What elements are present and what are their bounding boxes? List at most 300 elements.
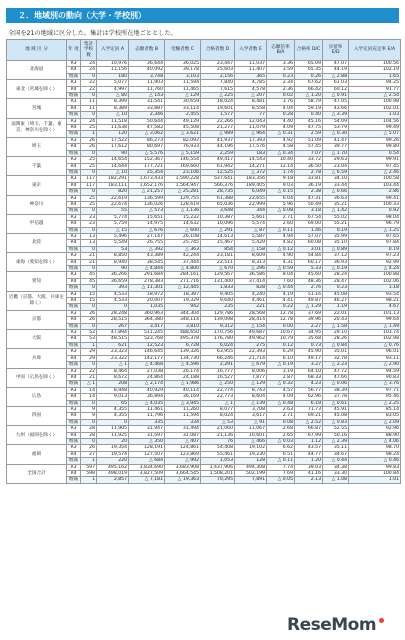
value-cell: △ 129 [235, 381, 267, 387]
value-cell: 43.57 [295, 445, 323, 451]
value-cell: 0 [81, 438, 97, 444]
year-cell: R3 [67, 349, 81, 355]
value-cell: 14 [81, 387, 97, 393]
value-cell: 98.04 [349, 214, 401, 220]
value-cell: 37.12 [323, 253, 349, 259]
value-cell: 25 [81, 201, 97, 207]
year-cell: R4 [67, 298, 81, 304]
value-cell: 8,481 [235, 99, 267, 105]
value-cell: △ 143 [129, 93, 165, 99]
value-cell: △ 3,945 [165, 400, 201, 406]
value-cell: △ 0.44 [323, 458, 349, 464]
value-cell: 8,006 [235, 368, 267, 374]
value-cell: △ 670 [201, 266, 235, 272]
value-cell: 8,024 [201, 413, 235, 419]
value-cell: 183,356 [235, 176, 267, 182]
year-cell: R4 [67, 125, 81, 131]
value-cell: △ 4,596 [165, 362, 201, 368]
year-cell: R3 [67, 137, 81, 143]
value-cell: 33.72 [295, 157, 323, 163]
value-cell: 92.99 [349, 259, 401, 265]
value-cell: 98.24 [349, 451, 401, 457]
value-cell: 20 [97, 438, 129, 444]
value-cell: △ 80 [97, 93, 129, 99]
value-cell: 65.09 [295, 61, 323, 67]
value-cell: 52 [81, 330, 97, 336]
region-name-cell: 愛知 [7, 272, 67, 291]
year-cell: R4 [67, 259, 81, 265]
value-cell: 60.17 [295, 259, 323, 265]
table-row [7, 477, 401, 483]
region-name-cell: 宮城 [7, 99, 67, 118]
year-cell: R3 [67, 99, 81, 105]
value-cell: △ 296 [235, 266, 267, 272]
value-cell: 6.62 [267, 445, 295, 451]
value-cell: 49,417 [201, 157, 235, 163]
value-cell: 22,393 [235, 349, 267, 355]
value-cell: 2.13 [295, 477, 323, 483]
column-header: 入学定員 A [97, 40, 129, 61]
value-cell: 182,291 [97, 176, 129, 182]
year-cell: R4 [67, 355, 81, 361]
value-cell: 23 [81, 214, 97, 220]
value-cell: 129,786 [201, 310, 235, 316]
value-cell: 36,659 [97, 278, 129, 284]
value-cell: 28,515 [97, 317, 129, 323]
value-cell: 45.91 [323, 406, 349, 412]
year-cell: R3 [67, 445, 81, 451]
value-cell: 7.74 [267, 464, 295, 470]
value-cell: 6.10 [267, 355, 295, 361]
value-cell: 40,092 [129, 67, 165, 73]
value-cell: △ 139 [235, 400, 267, 406]
value-cell: 134,730 [165, 355, 201, 361]
value-cell: 25,603 [201, 67, 235, 73]
column-header: 合格者数 D [201, 40, 235, 61]
value-cell: 3.76 [267, 99, 295, 105]
value-cell: 103.44 [349, 182, 401, 188]
value-cell: 1.01 [349, 477, 401, 483]
value-cell: 7,891 [235, 477, 267, 483]
value-cell: △ 1,986 [165, 381, 201, 387]
logo-dot-icon [379, 618, 384, 623]
value-cell: 69.00 [295, 221, 323, 227]
value-cell: 60.12 [323, 86, 349, 92]
value-cell: 45 [81, 272, 97, 278]
value-cell: 34.38 [323, 464, 349, 470]
year-cell: 増減 [67, 189, 81, 195]
value-cell: 28 [81, 432, 97, 438]
table-body [7, 61, 401, 484]
value-cell: 34.67 [323, 451, 349, 457]
value-cell: △ 1,136 [165, 208, 201, 214]
year-cell: R4 [67, 374, 81, 380]
value-cell: 40,929 [129, 387, 165, 393]
year-cell: R3 [67, 157, 81, 163]
value-cell: 0.28 [267, 112, 295, 118]
value-cell: △ 1.20 [295, 93, 323, 99]
value-cell: 25 [81, 195, 97, 201]
value-cell: 48,515 [97, 336, 129, 342]
value-cell: 24 [81, 61, 97, 67]
year-cell: R4 [67, 221, 81, 227]
value-cell: 4.09 [267, 125, 295, 131]
value-cell: 25 [81, 157, 97, 163]
value-cell: 103.74 [349, 330, 401, 336]
column-header: 年 度 [67, 40, 81, 61]
value-cell: 28.24 [323, 272, 349, 278]
value-cell: 235 [201, 304, 235, 310]
value-cell: 22 [81, 368, 97, 374]
value-cell: 0.92 [349, 208, 401, 214]
column-header: 志願倍率 B/A [267, 40, 295, 61]
value-cell: 208 [97, 381, 129, 387]
value-cell: 12.78 [267, 310, 295, 316]
value-cell: 12,523 [129, 342, 165, 348]
value-cell: 1,564,947 [165, 182, 201, 188]
year-cell: R3 [67, 272, 81, 278]
value-cell: 35.10 [323, 240, 349, 246]
value-cell: 3.01 [295, 246, 323, 252]
value-cell: 99.49 [349, 125, 401, 131]
value-cell: 8,389 [97, 105, 129, 111]
value-cell: 334 [165, 419, 201, 425]
value-cell: 86,273 [129, 137, 165, 143]
value-cell: 28 [81, 426, 97, 432]
value-cell: △ 2.54 [349, 93, 401, 99]
value-cell: 77 [235, 112, 267, 118]
year-cell: R4 [67, 240, 81, 246]
value-cell: △ 0.61 [323, 400, 349, 406]
value-cell: △ 363 [165, 246, 201, 252]
value-cell: 39.03 [295, 464, 323, 470]
value-cell: 136,026 [129, 201, 165, 207]
value-cell: 5.96 [267, 201, 295, 207]
value-cell: △ 0.12 [267, 246, 295, 252]
value-cell: 35.99 [323, 233, 349, 239]
value-cell: 36,266 [97, 272, 129, 278]
value-cell: △ 1 [97, 362, 129, 368]
value-cell: 26,755 [129, 240, 165, 246]
value-cell: 4.40 [267, 118, 295, 124]
value-cell: 45.08 [323, 413, 349, 419]
value-cell: 35.21 [323, 201, 349, 207]
year-cell: 増減 [67, 131, 81, 137]
column-header: 入学定員充足率 E/A [349, 40, 401, 61]
value-cell: 136,599 [129, 195, 165, 201]
value-cell: 4,461 [235, 298, 267, 304]
value-cell: 1,508,201 [201, 471, 235, 477]
value-cell: 54.84 [295, 253, 323, 259]
value-cell: 2.36 [267, 86, 295, 92]
region-name-cell: 千葉 [7, 157, 67, 176]
value-cell: 40,114 [165, 387, 201, 393]
year-cell: R3 [67, 387, 81, 393]
value-cell: 12.14 [267, 163, 295, 169]
value-cell: 11 [81, 105, 97, 111]
value-cell: 2.71 [267, 413, 295, 419]
value-cell: 3,103 [165, 73, 201, 79]
value-cell: 511,245 [129, 330, 165, 336]
value-cell: 4.58 [267, 144, 295, 150]
value-cell: 80,697 [129, 144, 165, 150]
value-cell: 10.67 [267, 330, 295, 336]
value-cell: 59.19 [295, 105, 323, 111]
year-cell: R3 [67, 195, 81, 201]
value-cell: 598 [81, 471, 97, 477]
value-cell: 3.18 [295, 208, 323, 214]
value-cell: △ 12,445 [165, 285, 201, 291]
value-cell: 523,768 [129, 336, 165, 342]
value-cell: △ 11,301 [129, 285, 165, 291]
section-banner: ２．地域別の動向（大学・学校別） [6, 8, 399, 23]
year-cell: 増減 [67, 477, 81, 483]
value-cell: 14,654 [97, 157, 129, 163]
value-cell: △ 87 [235, 227, 267, 233]
value-cell: 39.77 [323, 144, 349, 150]
value-cell: 2.27 [295, 323, 323, 329]
value-cell: 4,355 [97, 413, 129, 419]
value-cell: 0 [81, 400, 97, 406]
value-cell: 96.01 [349, 349, 401, 355]
value-cell: 11,594 [165, 413, 201, 419]
year-cell: R3 [67, 233, 81, 239]
value-cell: 55.02 [323, 214, 349, 220]
value-cell: 2.38 [295, 189, 323, 195]
value-cell: 11,760 [129, 86, 165, 92]
year-cell: R3 [67, 464, 81, 470]
value-cell: 267 [97, 323, 129, 329]
value-cell: 0.02 [267, 93, 295, 99]
year-cell: R3 [67, 368, 81, 374]
value-cell: 146,554 [165, 157, 201, 163]
value-cell: 3.27 [295, 362, 323, 368]
value-cell: 101.13 [349, 310, 401, 316]
value-cell: 95.46 [349, 394, 401, 400]
value-cell: 2,346 [129, 112, 165, 118]
value-cell: 2.34 [267, 80, 295, 86]
value-cell: △ 0.31 [267, 131, 295, 137]
value-cell: 19,574 [97, 451, 129, 457]
value-cell: 0.22 [267, 304, 295, 310]
value-cell: 10.79 [267, 336, 295, 342]
value-cell: △ 5.07 [349, 131, 401, 137]
value-cell: 56.77 [295, 387, 323, 393]
value-cell: 50,644 [129, 118, 165, 124]
value-cell: 91.77 [349, 86, 401, 92]
value-cell: 54,408 [201, 445, 235, 451]
region-name-cell: 京都 [7, 310, 67, 329]
value-cell: 67.54 [295, 214, 323, 220]
value-cell: 11,079 [235, 125, 267, 131]
value-cell: △ 0.08 [267, 208, 295, 214]
value-cell: △ 0.19 [267, 362, 295, 368]
value-cell: 38,545 [129, 259, 165, 265]
value-cell: 19,601 [201, 105, 235, 111]
value-cell: 97.45 [349, 163, 401, 169]
value-cell: 85.14 [349, 406, 401, 412]
value-cell: 38.39 [323, 387, 349, 393]
value-cell: 26 [81, 310, 97, 316]
region-name-cell: 兵庫 [7, 349, 67, 368]
year-cell: 増減 [67, 266, 81, 272]
value-cell: 5,759 [97, 221, 129, 227]
value-cell: 36.19 [295, 182, 323, 188]
value-cell: 3,708 [235, 406, 267, 412]
year-cell: R4 [67, 394, 81, 400]
value-cell: 97.23 [349, 253, 401, 259]
value-cell: 11,518 [97, 118, 129, 124]
value-cell: 67.99 [295, 432, 323, 438]
value-cell: △ 4,844 [129, 266, 165, 272]
value-cell: 4.19 [267, 291, 295, 297]
value-cell: 76,933 [165, 144, 201, 150]
value-cell: △ 1 [201, 400, 235, 406]
value-cell: 488,650 [165, 330, 201, 336]
region-name-cell: 埼玉 [7, 137, 67, 156]
value-cell: 24,188 [165, 374, 201, 380]
value-cell: 28.26 [323, 336, 349, 342]
value-cell: 22,773 [201, 394, 235, 400]
region-table-wrapper [6, 39, 400, 484]
value-cell: 8,399 [97, 99, 129, 105]
value-cell: 1.18 [349, 285, 401, 291]
value-cell: 0.23 [267, 73, 295, 79]
year-cell: R3 [67, 406, 81, 412]
value-cell: 4.94 [267, 233, 295, 239]
region-name-cell: 甲信越 [7, 214, 67, 233]
value-cell: 47.07 [323, 61, 349, 67]
value-cell: △ 4,035 [129, 400, 165, 406]
value-cell: 3,683,908 [165, 464, 201, 470]
value-cell: 28,568 [235, 310, 267, 316]
value-cell: 8,940 [97, 259, 129, 265]
value-cell: 15 [81, 291, 97, 297]
value-cell: △ 1.49 [349, 323, 401, 329]
value-cell: △ 91 [235, 419, 267, 425]
year-cell: 増減 [67, 227, 81, 233]
value-cell: 51.16 [295, 291, 323, 297]
value-cell: 47.75 [295, 125, 323, 131]
value-cell: 2,156 [201, 73, 235, 79]
value-cell: △ 573 [129, 208, 165, 214]
value-cell: 49,687 [235, 330, 267, 336]
value-cell: 23 [81, 221, 97, 227]
year-cell: R4 [67, 278, 81, 284]
value-cell: 102.98 [349, 336, 401, 342]
value-cell: △ 6.59 [323, 169, 349, 175]
value-cell: 4,355 [97, 406, 129, 412]
value-cell: 5,774 [97, 214, 129, 220]
value-cell: △ 407 [165, 438, 201, 444]
value-cell: 22,511 [201, 259, 235, 265]
value-cell: 49,129 [165, 118, 201, 124]
value-cell: 62.96 [295, 394, 323, 400]
value-cell: 51.09 [295, 137, 323, 143]
value-cell: 139,098 [201, 317, 235, 323]
year-cell: 増減 [67, 458, 81, 464]
year-cell: R4 [67, 182, 81, 188]
value-cell: 99.41 [349, 195, 401, 201]
column-header: 入学者数 E [235, 40, 267, 61]
value-cell: 335 [129, 419, 165, 425]
value-cell: 83.05 [349, 413, 401, 419]
value-cell: 3,748 [129, 73, 165, 79]
value-cell: 11,407 [235, 67, 267, 73]
value-cell: △ 1.58 [323, 323, 349, 329]
value-cell: △ 4.06 [349, 438, 401, 444]
column-header: 志願者数 B [129, 40, 165, 61]
value-cell: △ 0.83 [323, 419, 349, 425]
value-cell: 53 [81, 336, 97, 342]
value-cell: 1,053 [201, 458, 235, 464]
column-header: 合格率 D/C [295, 40, 323, 61]
value-cell: 94.25 [349, 80, 401, 86]
value-cell: 117 [81, 182, 97, 188]
value-cell: 45.60 [295, 272, 323, 278]
region-name-cell: 北陸 [7, 233, 67, 252]
value-cell: 27 [81, 451, 97, 457]
value-cell: 365 [235, 73, 267, 79]
value-cell: 36.93 [323, 259, 349, 265]
value-cell: 18,972 [129, 291, 165, 297]
year-cell: 増減 [67, 246, 81, 252]
value-cell: 44,196 [201, 144, 235, 150]
value-cell: 50.16 [323, 432, 349, 438]
year-cell: 増減 [67, 362, 81, 368]
value-cell: 11,905 [97, 426, 129, 432]
value-cell: 28,248 [97, 310, 129, 316]
value-cell: 36,586 [235, 272, 267, 278]
value-cell: △ 0.11 [267, 227, 295, 233]
value-cell: 70,295 [201, 477, 235, 483]
value-cell: 44.77 [295, 451, 323, 457]
value-cell: 8.04 [267, 272, 295, 278]
value-cell: △ 0.19 [323, 266, 349, 272]
value-cell: 20,007 [129, 298, 165, 304]
value-cell: 4.04 [267, 105, 295, 111]
value-cell: 45.08 [323, 291, 349, 297]
value-cell: 19,230 [235, 451, 267, 457]
value-cell: 10,976 [97, 61, 129, 67]
year-cell: R4 [67, 163, 81, 169]
value-cell: 76 [201, 438, 235, 444]
year-cell: R4 [67, 105, 81, 111]
value-cell: 3.36 [267, 61, 295, 67]
value-cell: 44.19 [323, 67, 349, 73]
column-header: 地 域 区 分 [7, 40, 67, 61]
value-cell: 0 [81, 73, 97, 79]
value-cell: △ 964 [235, 131, 267, 137]
value-cell: 65.35 [295, 67, 323, 73]
value-cell: 12,043 [235, 118, 267, 124]
value-cell: 4,997 [97, 86, 129, 92]
value-cell: 344 [235, 208, 267, 214]
value-cell: 2,455 [165, 112, 201, 118]
value-cell: 1,590,228 [165, 176, 201, 182]
value-cell: 0.08 [267, 419, 295, 425]
value-cell: 0 [81, 93, 97, 99]
value-cell: 117 [81, 176, 97, 182]
value-cell: 8,558 [235, 105, 267, 111]
value-cell: 128,619 [165, 201, 201, 207]
value-cell: 11 [81, 99, 97, 105]
value-cell: 21,060 [201, 426, 235, 432]
value-cell: 100.56 [349, 61, 401, 67]
value-cell: 39.96 [295, 317, 323, 323]
value-cell: 36,644 [129, 61, 165, 67]
value-cell: 25,354 [129, 169, 165, 175]
